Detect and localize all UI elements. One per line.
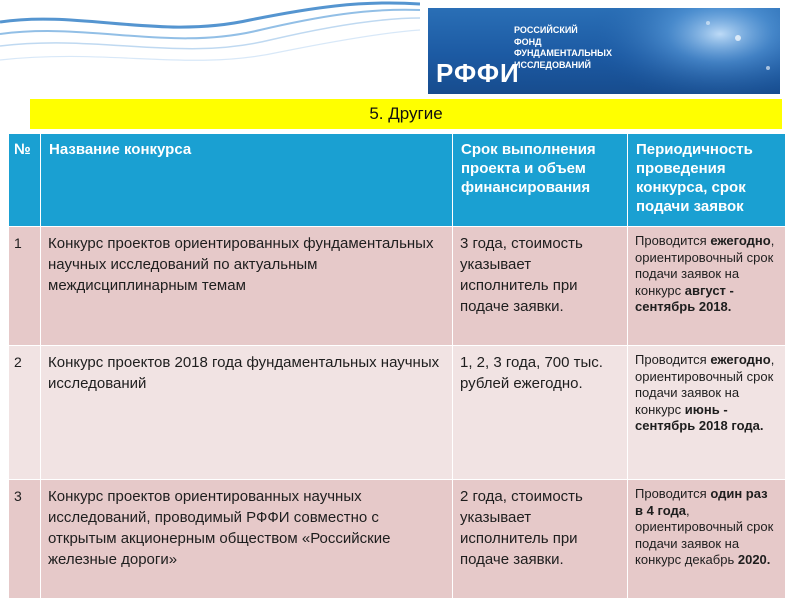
logo-line: ИССЛЕДОВАНИЙ <box>514 59 591 70</box>
table-row <box>9 480 786 599</box>
periodicity: Проводится ежегодно, ориентировочный срок подачи заявок на конкурс август - сентябрь 2018. <box>628 227 786 346</box>
contest-name: Конкурс проектов 2018 года фундаментальных научных исследований <box>41 346 453 480</box>
logo-line: ФОНД <box>514 36 542 47</box>
header-contest-name: Название конкурса <box>41 134 453 227</box>
periodicity: Проводится один раз в 4 года, ориентировочный срок подачи заявок на конкурс декабрь 2020. <box>628 480 786 599</box>
logo-text <box>514 25 664 71</box>
row-number: 3 <box>9 480 41 599</box>
term-funding: 3 года, стоимость указывает исполнитель при подаче заявки. <box>453 227 628 346</box>
rffi-logo-banner <box>428 8 780 94</box>
decorative-swoosh-graphic <box>0 0 420 100</box>
contest-name: Конкурс проектов ориентированных научных исследований, проводимый РФФИ совместно с открытым акционерным обществом «Российские железные дороги» <box>41 480 453 599</box>
section-title-bar <box>30 99 782 129</box>
periodicity: Проводится ежегодно, ориентировочный срок подачи заявок на конкурс июнь - сентябрь 2018 года. <box>628 346 786 480</box>
header-term-funding: Срок выполнения проекта и объем финансирования <box>453 134 628 227</box>
contests-table <box>8 133 786 599</box>
logo-mark: РФФИ <box>436 58 520 88</box>
table-row <box>9 346 786 480</box>
logo-line: РОССИЙСКИЙ <box>514 25 578 35</box>
header-number: № <box>9 134 41 227</box>
term-funding: 2 года, стоимость указывает исполнитель при подаче заявки. <box>453 480 628 599</box>
term-funding: 1, 2, 3 года, 700 тыс. рублей ежегодно. <box>453 346 628 480</box>
table-header-row <box>9 134 786 227</box>
row-number: 1 <box>9 227 41 346</box>
row-number: 2 <box>9 346 41 480</box>
section-title: 5. Другие <box>369 104 443 123</box>
contest-name: Конкурс проектов ориентированных фундаментальных научных исследований по актуальным междисциплинарным темам <box>41 227 453 346</box>
logo-line: ФУНДАМЕНТАЛЬНЫХ <box>514 48 612 58</box>
table-row <box>9 227 786 346</box>
header-periodicity: Периодичность проведения конкурса, срок подачи заявок <box>628 134 786 227</box>
